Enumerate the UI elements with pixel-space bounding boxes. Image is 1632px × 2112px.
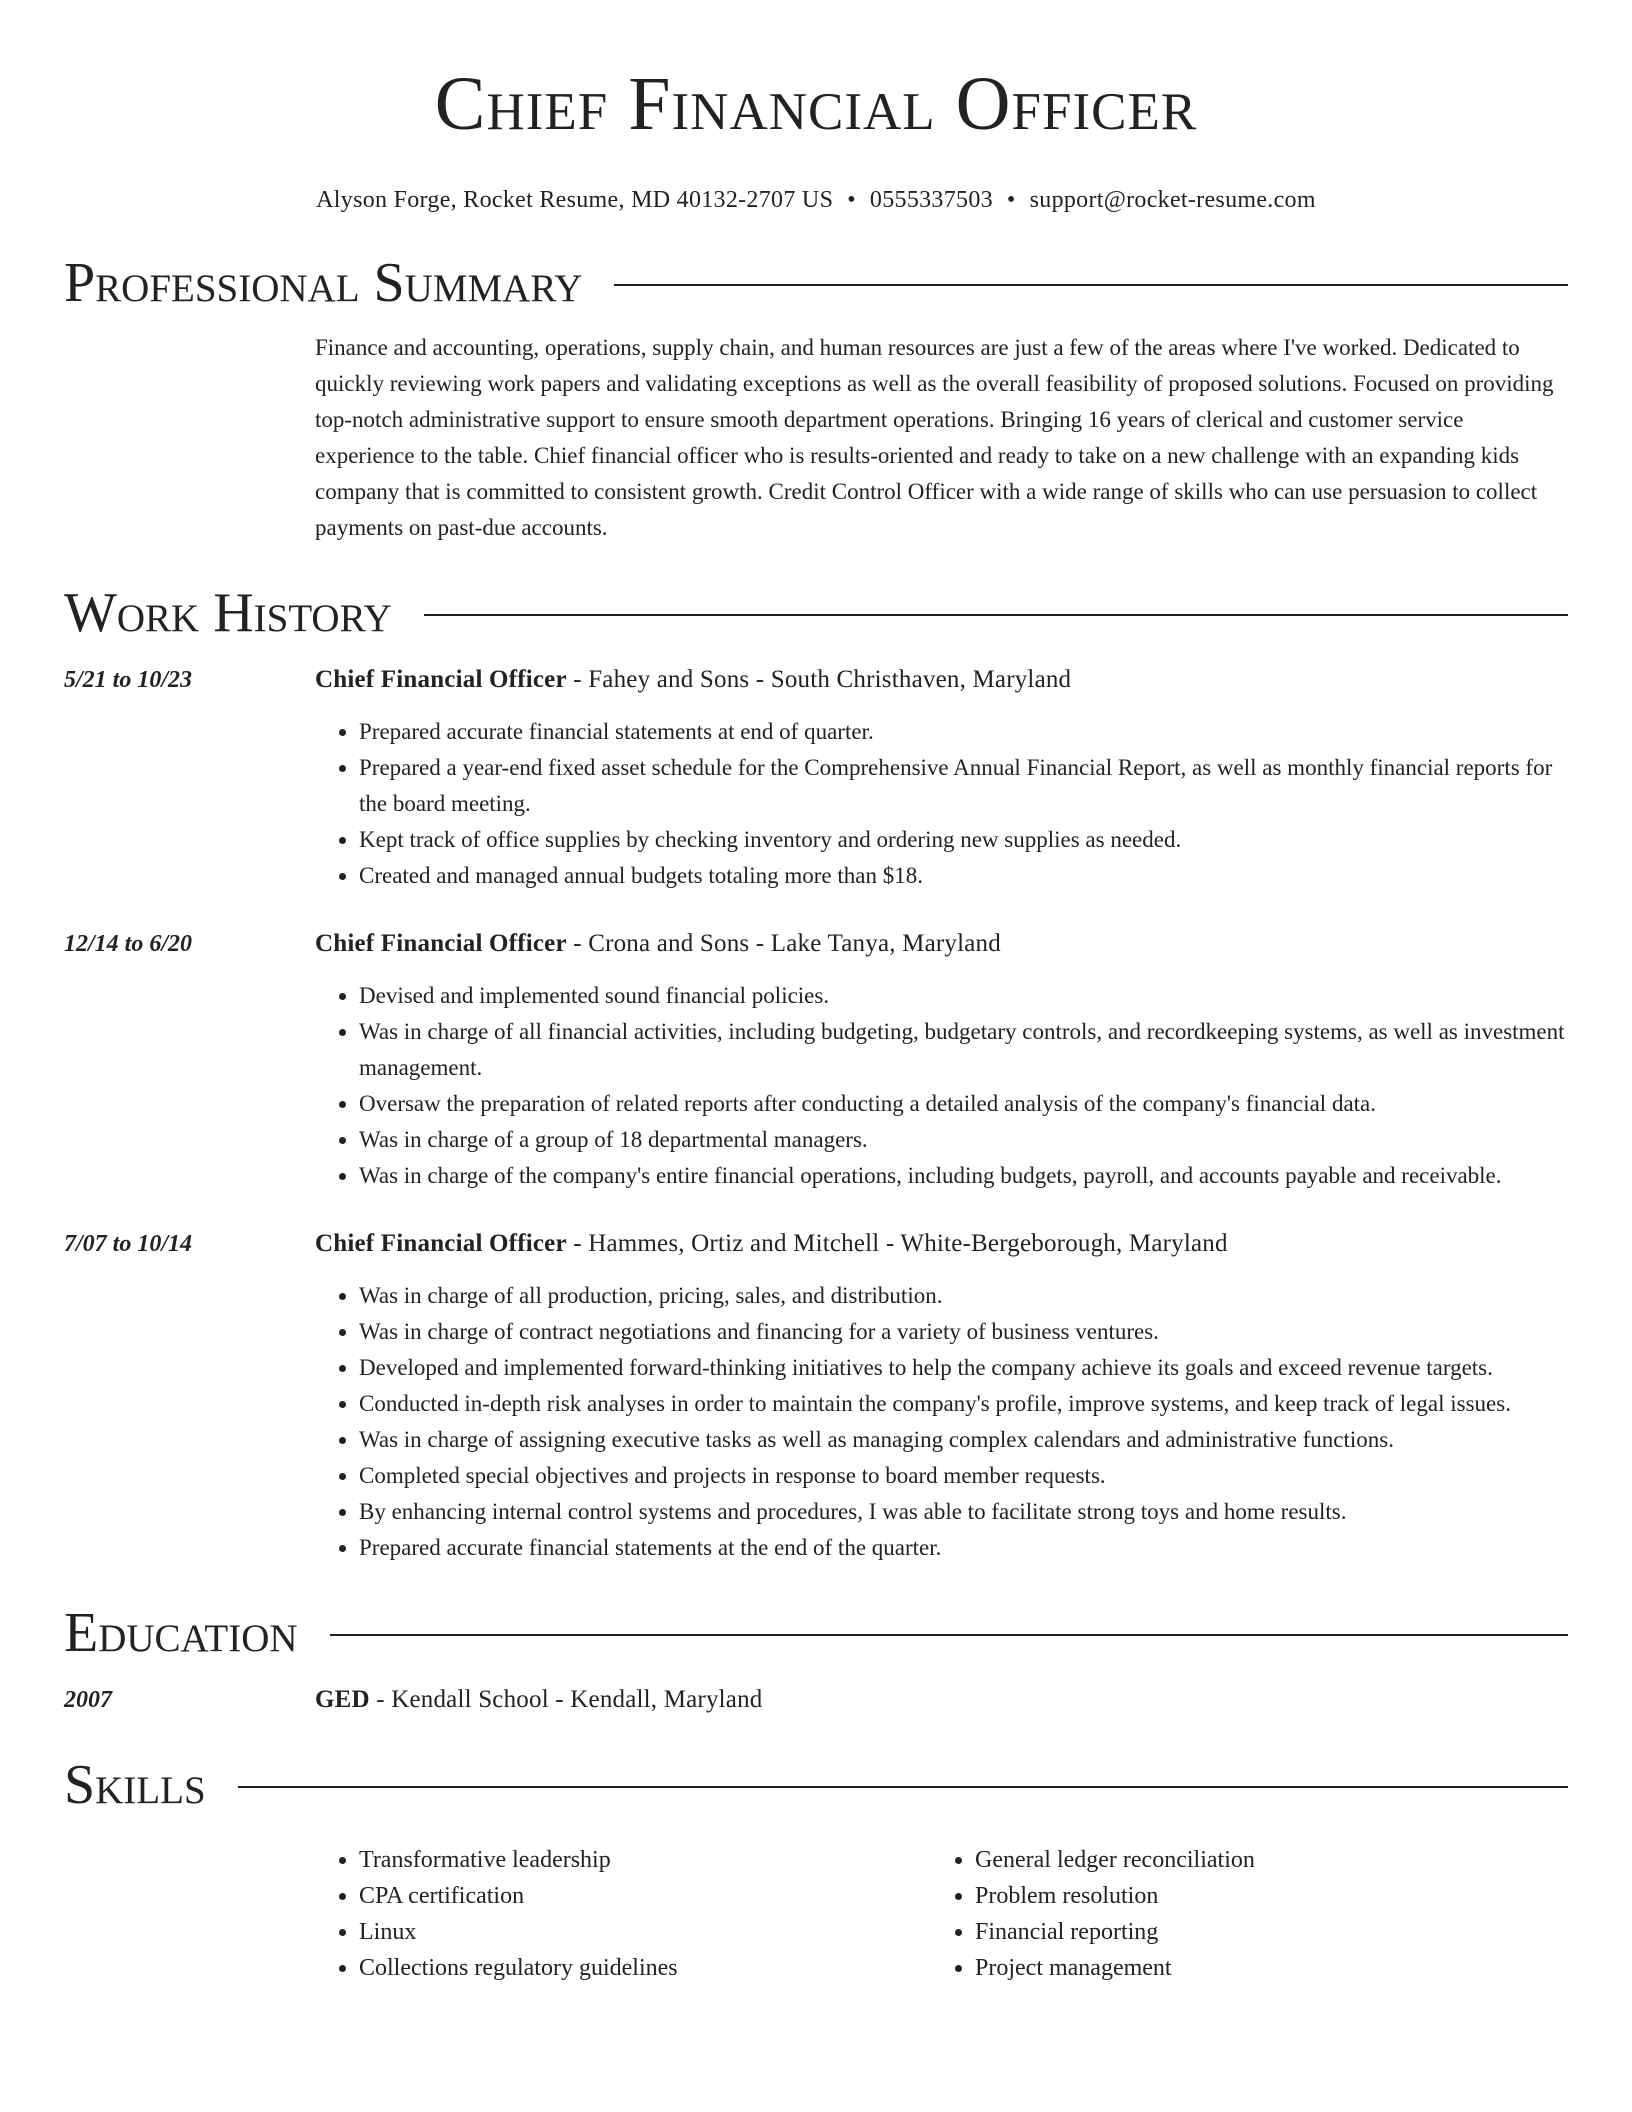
job-dates: 7/07 to 10/14 <box>64 1231 193 1257</box>
section-divider <box>614 284 1568 286</box>
skill-item: • Collections regulatory guidelines <box>359 1950 931 1986</box>
job-entry <box>64 662 1568 894</box>
job-bullet: • Prepared a year-end fixed asset schedule for the Comprehensive Annual Financial Report, as well as monthly financial reports for the board meeting. <box>359 750 1568 822</box>
education-heading: Education <box>64 1602 298 1664</box>
job-bullet: • By enhancing internal control systems and procedures, I was able to facilitate strong toys and home results. <box>359 1494 1568 1530</box>
resume-title: Chief Financial Officer <box>434 62 1198 146</box>
job-heading <box>315 662 1568 698</box>
section-divider <box>238 1786 1568 1788</box>
job-content <box>315 662 1568 894</box>
job-entry <box>64 926 1568 1194</box>
contact-email: support@rocket-resume.com <box>1029 187 1316 213</box>
contact-separator: • <box>1006 187 1016 213</box>
section-divider <box>424 614 1568 616</box>
education-year: 2007 <box>64 1687 112 1713</box>
job-bullet: • Was in charge of assigning executive tasks as well as managing complex calendars and administrative functions. <box>359 1422 1568 1458</box>
skills-heading: Skills <box>64 1754 206 1816</box>
job-content <box>315 1226 1568 1566</box>
skills-list <box>315 1842 1568 1986</box>
job-entry <box>64 1226 1568 1566</box>
contact-phone: 0555337503 <box>869 187 993 213</box>
contact-address: Alyson Forge, Rocket Resume, MD 40132-2707 US <box>316 187 834 213</box>
skill-item: • Transformative leadership <box>359 1842 931 1878</box>
job-bullet: • Devised and implemented sound financial policies. <box>359 978 1568 1014</box>
job-bullet: • Developed and implemented forward-thinking initiatives to help the company achieve its goals and exceed revenue targets. <box>359 1350 1568 1386</box>
job-bullet: • Completed special objectives and projects in response to board member requests. <box>359 1458 1568 1494</box>
job-bullets <box>315 978 1568 1194</box>
job-bullet: • Prepared accurate financial statements at end of quarter. <box>359 714 1568 750</box>
education-content <box>315 1682 1568 1718</box>
job-heading <box>315 1226 1568 1262</box>
contact-separator: • <box>847 187 856 213</box>
job-bullet: • Was in charge of the company's entire financial operations, including budgets, payroll, and accounts payable and receivable. <box>359 1158 1568 1194</box>
job-employer: - Crona and Sons - Lake Tanya, Maryland <box>566 930 1001 957</box>
job-content <box>315 926 1568 1194</box>
job-bullets <box>315 1278 1568 1566</box>
job-heading <box>315 926 1568 962</box>
job-bullet: • Was in charge of a group of 18 departmental managers. <box>359 1122 1568 1158</box>
job-bullets <box>315 714 1568 894</box>
skills-column-left <box>315 1842 931 1986</box>
education-school: - Kendall School - Kendall, Maryland <box>369 1686 763 1713</box>
job-bullet: • Prepared accurate financial statements at the end of the quarter. <box>359 1530 1568 1566</box>
section-divider <box>330 1634 1568 1636</box>
skill-item: • Linux <box>359 1914 931 1950</box>
job-bullet: • Created and managed annual budgets totaling more than $18. <box>359 858 1568 894</box>
education-section-header <box>64 1600 1568 1666</box>
job-bullet: • Oversaw the preparation of related reports after conducting a detailed analysis of the company's financial data. <box>359 1086 1568 1122</box>
job-bullet: • Kept track of office supplies by checking inventory and ordering new supplies as needed. <box>359 822 1568 858</box>
job-employer: - Fahey and Sons - South Christhaven, Maryland <box>566 666 1072 693</box>
skill-item: • Problem resolution <box>975 1878 1547 1914</box>
education-degree: GED <box>315 1686 370 1713</box>
job-dates: 5/21 to 10/23 <box>64 667 193 693</box>
summary-text: Finance and accounting, operations, supply chain, and human resources are just a few of the areas where I've worked. Dedicated to quickly reviewing work papers and validating exceptions as well as the overall feasibility of proposed solutions. Focused on providing top-notch administrative support to ensure smooth department operations. Bringing 16 years of clerical and customer service experience to the table. Chief financial officer who is results-oriented and ready to take on a new challenge with an expanding kids company that is committed to consistent growth. Credit Control Officer with a wide range of skills who can use persuasion to collect payments on past-due accounts. <box>315 335 1554 540</box>
contact-line <box>64 184 1568 216</box>
skills-column-right <box>931 1842 1547 1986</box>
job-bullet: • Was in charge of contract negotiations and financing for a variety of business ventures. <box>359 1314 1568 1350</box>
job-title: Chief Financial Officer <box>315 930 567 957</box>
summary-heading: Professional Summary <box>64 252 583 314</box>
skills-section-header <box>64 1752 1568 1818</box>
work-history-heading: Work History <box>64 582 392 644</box>
job-dates: 12/14 to 6/20 <box>64 931 193 957</box>
job-bullet: • Was in charge of all financial activities, including budgeting, budgetary controls, and recordkeeping systems, as well as investment management. <box>359 1014 1568 1086</box>
job-employer: - Hammes, Ortiz and Mitchell - White-Bergeborough, Maryland <box>566 1230 1228 1257</box>
skill-item: • General ledger reconciliation <box>975 1842 1547 1878</box>
job-bullet: • Conducted in-depth risk analyses in order to maintain the company's profile, improve systems, and keep track of legal issues. <box>359 1386 1568 1422</box>
education-entry <box>64 1682 1568 1718</box>
skill-item: • Financial reporting <box>975 1914 1547 1950</box>
job-title: Chief Financial Officer <box>315 1230 567 1257</box>
skill-item: • CPA certification <box>359 1878 931 1914</box>
summary-section-header <box>64 250 1568 316</box>
job-bullet: • Was in charge of all production, pricing, sales, and distribution. <box>359 1278 1568 1314</box>
skill-item: • Project management <box>975 1950 1547 1986</box>
job-title: Chief Financial Officer <box>315 666 567 693</box>
work-history-section-header <box>64 580 1568 646</box>
